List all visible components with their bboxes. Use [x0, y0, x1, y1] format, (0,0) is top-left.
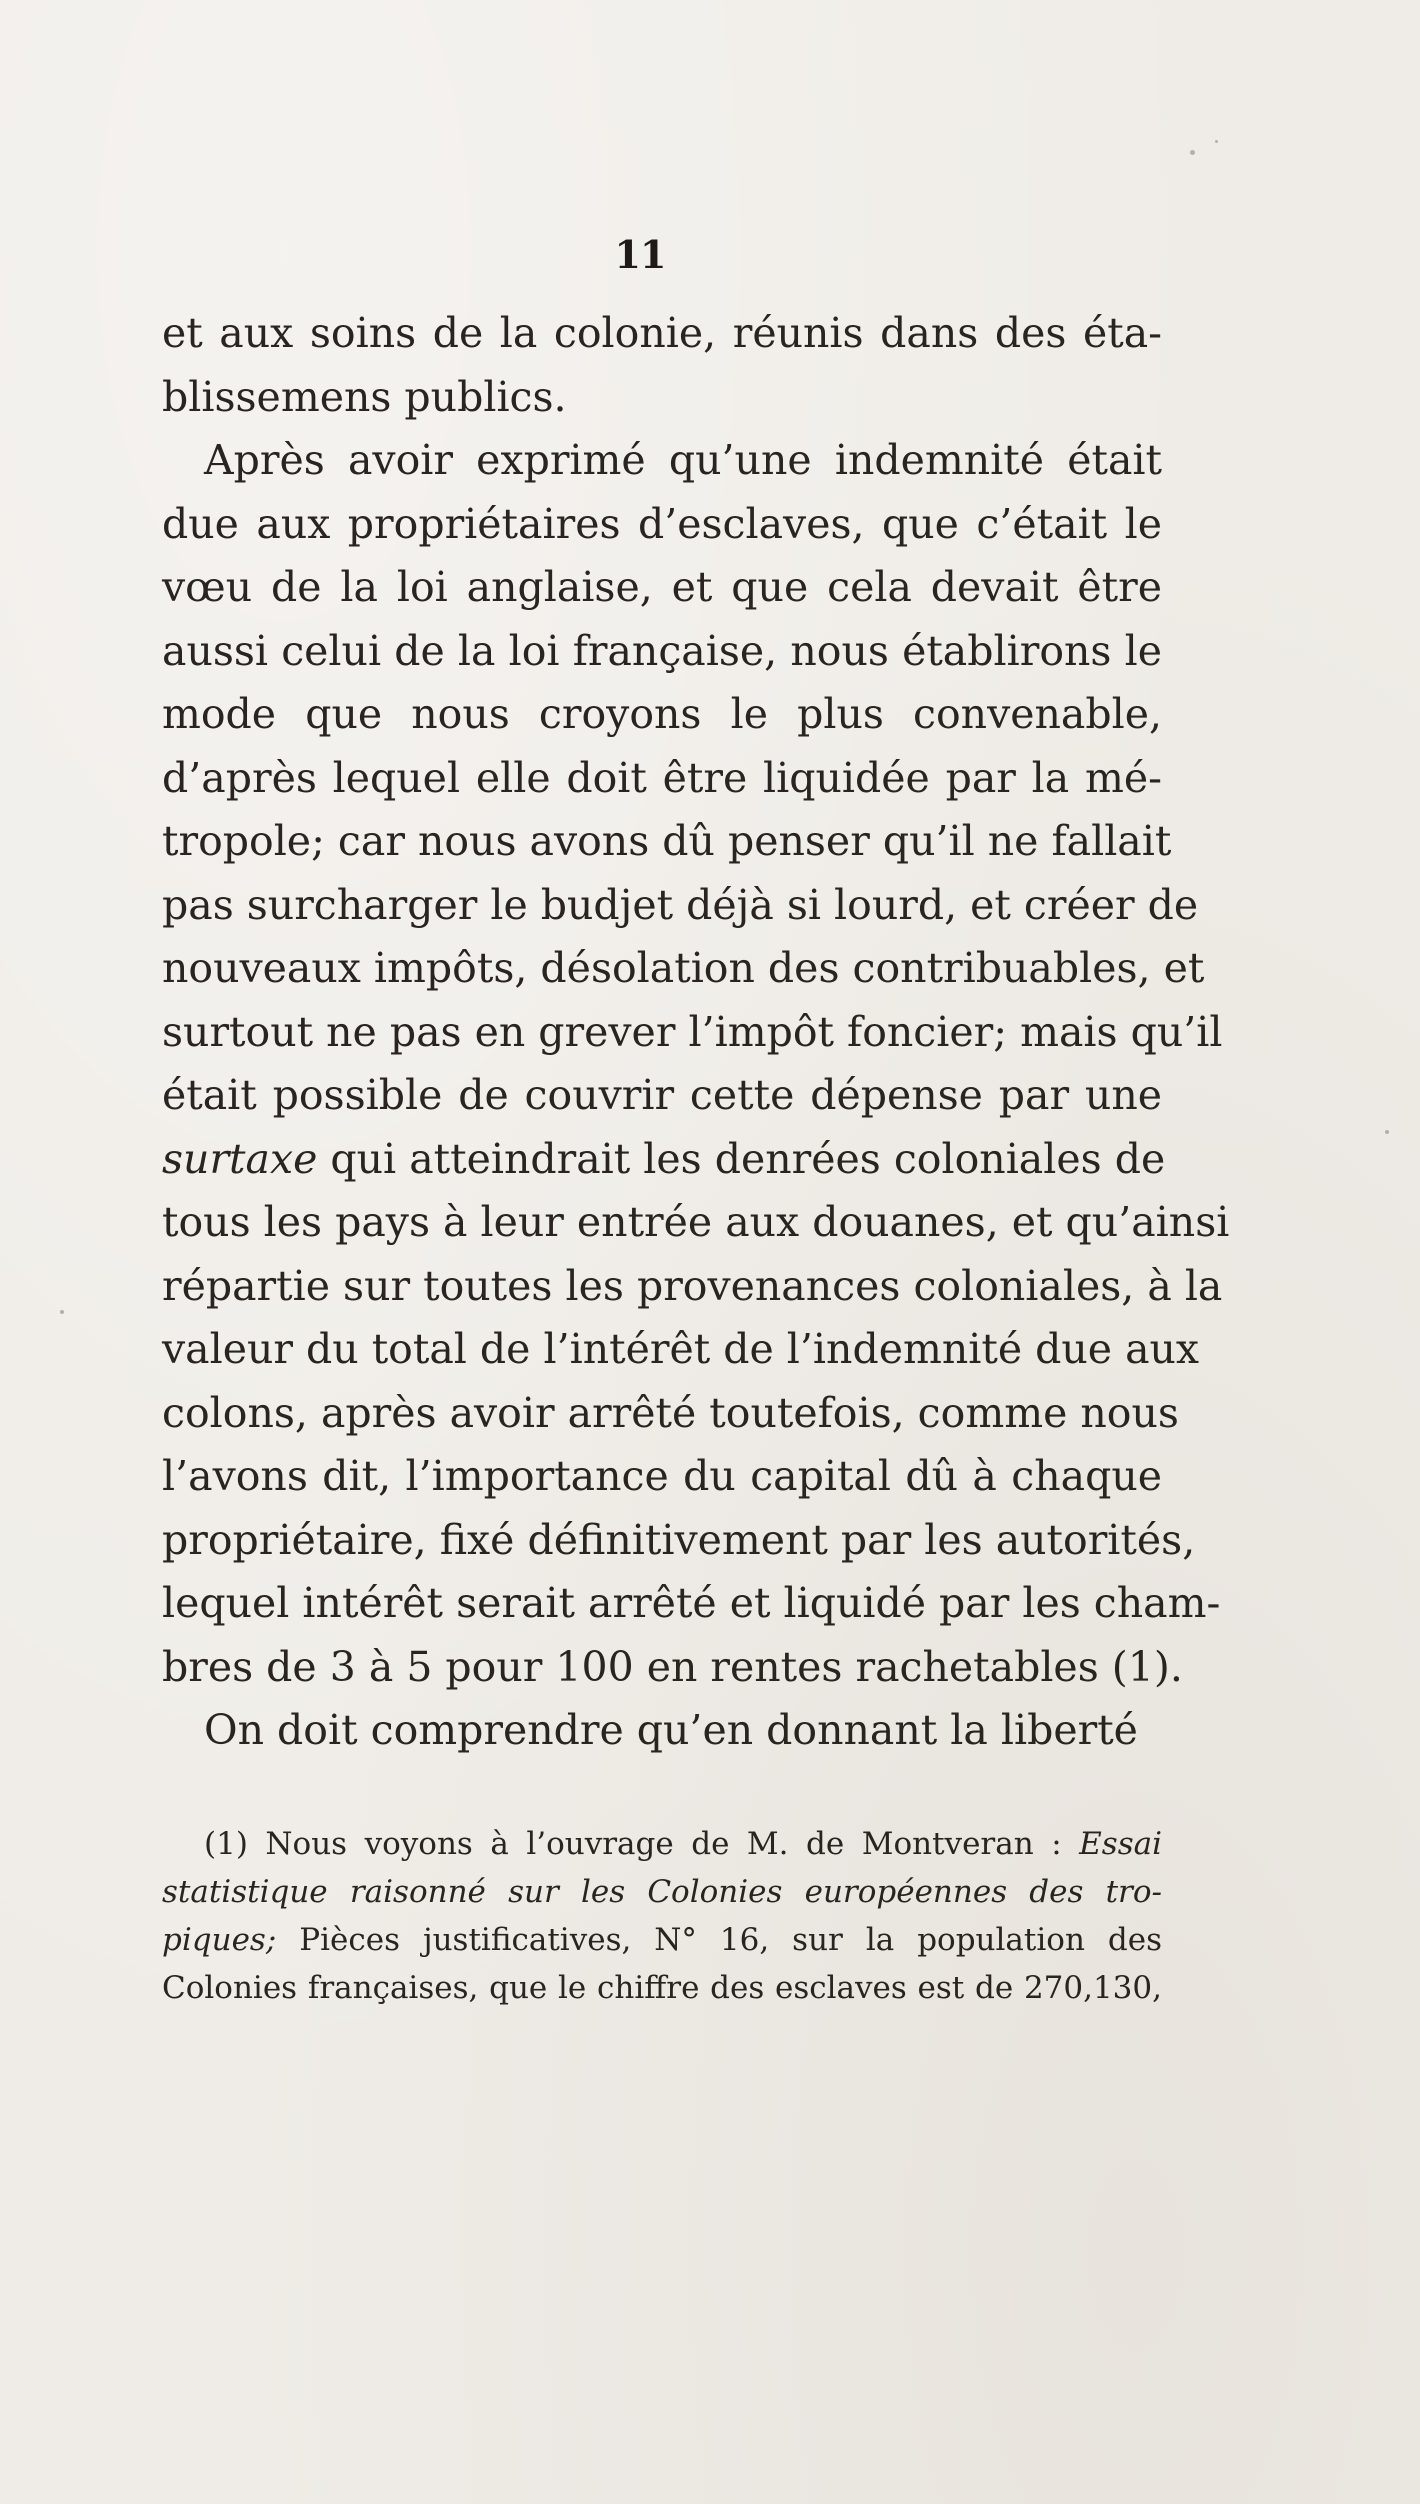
footnote-line [162, 1964, 1162, 2012]
text-segment: nouveaux impôts, désolation des contribuables, et [162, 944, 1205, 992]
text-line [162, 1255, 1223, 1319]
paper-speck [1215, 140, 1218, 143]
text-segment: bres de 3 à 5 pour 100 en rentes rachetables (1). [162, 1642, 1183, 1691]
text-segment: lequel intérêt serait arrêté et liquidé par les cham- [162, 1579, 1221, 1627]
text-line [162, 1509, 1196, 1573]
page-number: 11 [614, 232, 666, 277]
footnote-line [162, 1916, 1162, 1964]
text-segment: On doit comprendre qu’en donnant la liberté [204, 1706, 1138, 1754]
text-line [162, 874, 1199, 938]
text-segment: due aux propriétaires d’esclaves, que c’était le [162, 499, 1162, 548]
paper-speck [60, 1310, 64, 1314]
text-segment: surtout ne pas en grever l’impôt foncier; mais qu’il [162, 1007, 1223, 1056]
text-segment: et aux soins de la colonie, réunis dans des éta- [162, 309, 1162, 357]
text-line [162, 1128, 1166, 1192]
text-line [162, 302, 1162, 366]
text-segment: qui atteindrait les denrées coloniales de [317, 1134, 1166, 1183]
text-segment: vœu de la loi anglaise, et que cela devait être [162, 563, 1162, 611]
text-segment: était possible de couvrir cette dépense par une [162, 1071, 1162, 1119]
text-line [162, 1318, 1200, 1382]
text-line [162, 366, 1162, 430]
text-line [162, 620, 1162, 684]
text-segment: propriétaire, fixé définitivement par les autorités, [162, 1515, 1196, 1564]
text-line [162, 493, 1162, 557]
text-line [162, 1445, 1162, 1509]
italic-text: surtaxe [162, 1134, 318, 1183]
text-segment: blissemens publics. [162, 372, 567, 421]
text-segment: pas surcharger le budjet déjà si lourd, et créer de [162, 880, 1199, 929]
text-segment: tous les pays à leur entrée aux douanes, et qu’ainsi [162, 1198, 1230, 1246]
footnote-line [162, 1868, 1162, 1916]
text-line [162, 810, 1172, 874]
text-segment: Après avoir exprimé qu’une indemnité était [204, 436, 1162, 484]
text-segment: mode que nous croyons le plus convenable, [162, 690, 1162, 738]
text-line [162, 1572, 1221, 1636]
text-segment: aussi celui de la loi française, nous établirons le [162, 626, 1162, 675]
text-line [162, 1636, 1183, 1700]
text-line [162, 937, 1205, 1001]
italic-text: piques; [162, 1922, 277, 1958]
footnote-line [162, 1820, 1162, 1868]
text-segment: l’avons dit, l’importance du capital dû à chaque [162, 1452, 1162, 1500]
text-segment: d’après lequel elle doit être liquidée par la mé- [162, 753, 1162, 802]
paper-speck [1190, 150, 1195, 155]
text-line [162, 556, 1162, 620]
footnote [162, 1820, 1162, 2012]
text-segment: répartie sur toutes les provenances coloniales, à la [162, 1261, 1223, 1310]
text-line [162, 1001, 1223, 1065]
text-line [162, 429, 1162, 493]
italic-text: statistique raisonné sur les Colonies européennes des tro- [162, 1874, 1162, 1910]
italic-text: Essai [1079, 1826, 1162, 1862]
text-segment: (1) Nous voyons à l’ouvrage de M. de Montveran : [204, 1826, 1080, 1862]
text-segment: tropole; car nous avons dû penser qu’il ne fallait [162, 817, 1172, 865]
text-segment: colons, après avoir arrêté toutefois, comme nous [162, 1388, 1179, 1437]
text-line [162, 747, 1162, 811]
text-line [162, 683, 1162, 747]
text-line [162, 1382, 1179, 1446]
body-text [162, 302, 1230, 1763]
text-segment: Pièces justificatives, N° 16, sur la population des [276, 1922, 1162, 1958]
text-segment: valeur du total de l’intérêt de l’indemnité due aux [162, 1325, 1200, 1373]
text-segment: Colonies françaises, que le chiffre des esclaves est de 270,130, [162, 1970, 1162, 2006]
text-line [162, 1064, 1162, 1128]
paper-speck [1385, 1130, 1389, 1134]
text-line [162, 1699, 1162, 1763]
text-line [162, 1191, 1230, 1255]
